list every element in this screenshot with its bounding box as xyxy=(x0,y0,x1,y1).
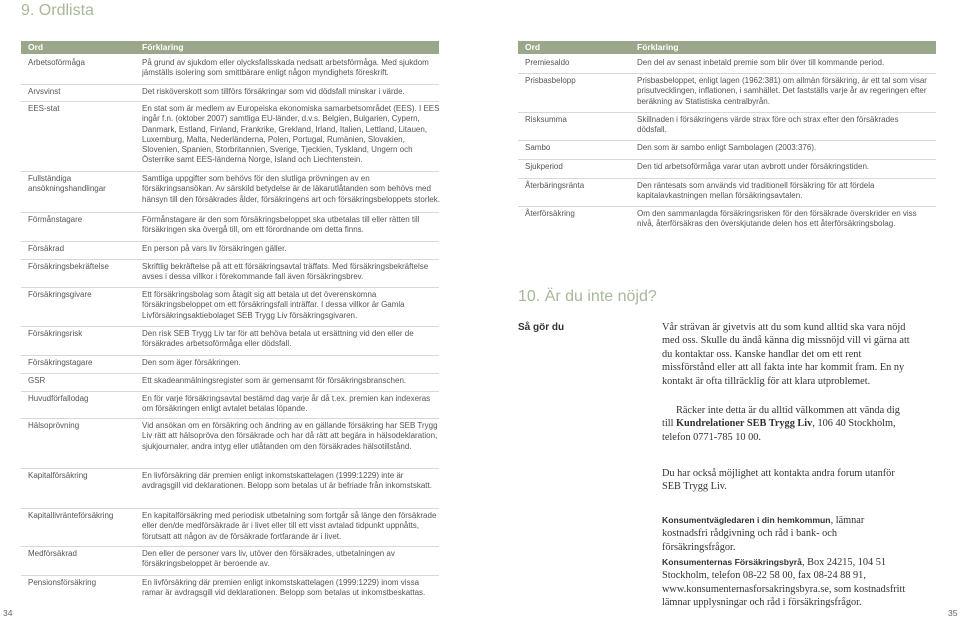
glossary-term: Sjukperiod xyxy=(525,162,563,171)
row-divider xyxy=(518,206,936,207)
row-divider xyxy=(21,171,439,172)
row-divider xyxy=(21,546,439,547)
glossary-term: Försäkringsbekräftelse xyxy=(28,262,109,271)
glossary-term: Risksumma xyxy=(525,115,567,124)
glossary-term: Prisbasbelopp xyxy=(525,76,576,85)
glossary-definition: Ett försäkringsbolag som åtagit sig att betala ut det överenskomna försäkringsbeloppet om ett försäkringsfall inträffar. I dessa villkor är Gamla Livförsäkringsaktiebolaget SEB Trygg Liv försäkringsgivaren. xyxy=(142,290,405,320)
contact-paragraph: Räcker inte detta är du alltid välkommen att vända dig till Kundrelationer SEB Trygg Liv, 106 40 Stockholm, telefon 0771-785 10 00. xyxy=(662,405,900,443)
glossary-term: GSR xyxy=(28,376,46,385)
glossary-term: Medförsäkrad xyxy=(28,549,77,558)
other-forum-paragraph: Du har också möjlighet att kontakta andra forum utanför SEB Trygg Liv. xyxy=(662,468,895,493)
glossary-definition: Den risk SEB Trygg Liv tar för att behöva betala ut ersättning vid den eller de försäkrades arbetsoförmåga eller dödsfall. xyxy=(142,329,414,349)
glossary-term: Pensionsförsäkring xyxy=(28,578,97,587)
glossary-definition: Om den sammanlagda försäkringsrisken för den försäkrade överskrider en viss nivå, återförsäkras den överskjutande delen hos ett återförsäkringsbolag. xyxy=(637,209,917,229)
glossary-definition: Den som är sambo enligt Sambolagen (2003:376). xyxy=(637,143,817,152)
row-divider xyxy=(21,101,439,102)
page-number-left: 34 xyxy=(3,608,13,618)
column-header-forklaring: Förklaring xyxy=(637,42,679,52)
row-divider xyxy=(21,355,439,356)
glossary-definition: Prisbasbeloppet, enligt lagen (1962:381) om allmän försäkring, är ett tal som visar prisutvecklingen, inflationen, i samhället. Det fastställs varje år av regeringen efter beräkning av Statistiska centralbyrån. xyxy=(637,76,927,106)
row-divider xyxy=(21,373,439,374)
glossary-term: Försäkringsgivare xyxy=(28,290,92,299)
glossary-definition: En kapitalförsäkring med periodisk utbetalning som fortgår så länge den försäkrade eller den/de medförsäkrade är i livet eller till ett visst avtalad tidpunkt uppnåtts, förutsatt att någon av de försäkrade fortfarande är i livet. xyxy=(142,511,437,541)
glossary-definition: Samtliga uppgifter som behövs för den slutliga prövningen av en försäkringsansökan. Av särskild betydelse är de läkarutlåtanden som behövs med hänsyn till den försäkrades ålder, försäkringens art och försäkringsbeloppets storlek. xyxy=(142,174,440,204)
glossary-definition: På grund av sjukdom eller olycksfallsskada nedsatt arbetsförmåga. Med sjukdom jämställs isolering som smittbärare enligt någon myndighets föreskrift. xyxy=(142,58,429,78)
glossary-definition: Förmånstagare är den som försäkringsbeloppet ska utbetalas till eller rätten till försäkringen ska övergå till, om ett förordnande om detta finns. xyxy=(142,215,420,235)
glossary-term: Arbetsoförmåga xyxy=(28,58,85,67)
page-number-right: 35 xyxy=(948,608,958,618)
row-divider xyxy=(21,287,439,288)
glossary-definition: Den räntesats som används vid traditionell försäkring för att fördela kapitalavkastningen mellan försäkringsavtalen. xyxy=(637,181,875,201)
glossary-definition: En person på vars liv försäkringen gäller. xyxy=(142,244,287,253)
row-divider xyxy=(518,112,936,113)
side-heading: Så gör du xyxy=(518,322,565,333)
row-divider xyxy=(21,241,439,242)
glossary-term: Försäkringsrisk xyxy=(28,329,83,338)
glossary-definition: Ett skadeanmälningsregister som är gemensamt för försäkringsbranschen. xyxy=(142,376,407,385)
glossary-definition: Den tid arbetsoförmåga varar utan avbrott under försäkringstiden. xyxy=(637,162,870,171)
glossary-header-right xyxy=(518,41,936,54)
row-divider xyxy=(21,212,439,213)
glossary-term: Arvsvinst xyxy=(28,87,61,96)
glossary-term: Försäkrad xyxy=(28,244,65,253)
column-header-forklaring: Förklaring xyxy=(142,42,184,52)
row-divider xyxy=(518,178,936,179)
glossary-definition: Den del av senast inbetald premie som blir över till kommande period. xyxy=(637,58,885,67)
glossary-definition: En stat som är medlem av Europeiska ekonomiska samarbetsområdet (EES). I EES ingår f.n. (oktober 2007) samtliga EU-länder, d.v.s. Belgien, Bulgarien, Cypern, Danmark, Estland, Finland, Frankrike, Grekland, Irland, Italien, Lettland, Litauen, Luxemburg, Malta, Nederländerna, Polen, Portugal, Rumänien, Slovakien, Slovenien, Spanien, Storbritannien, Sverige, Tjeckien, Tyskland, Ungern och Österrike samt EES-länderna Norge, Island och Liechtenstein. xyxy=(142,104,440,165)
glossary-term: Förmånstagare xyxy=(28,215,83,224)
row-divider xyxy=(518,159,936,160)
glossary-term: Försäkringstagare xyxy=(28,358,93,367)
row-divider xyxy=(518,140,936,141)
row-divider xyxy=(21,84,439,85)
glossary-definition: Det risköverskott som tillförs försäkringar som vid dödsfall minskar i värde. xyxy=(142,87,405,96)
row-divider xyxy=(21,259,439,260)
intro-paragraph: Vår strävan är givetvis att du som kund alltid ska vara nöjd med oss. Skulle du ändå känna dig missnöjd vill vi gärna att du kontaktar oss. Kanske handlar det om ett rent missförstånd eller att all fakta inte har kommit fram. En ny kontakt är ofta tillräcklig för att klara utproblemet. xyxy=(662,322,910,387)
section-title: 10. Är du inte nöjd? xyxy=(518,288,657,305)
glossary-term: Sambo xyxy=(525,143,551,152)
glossary-term: Huvudförfallodag xyxy=(28,394,89,403)
glossary-definition: Skriftlig bekräftelse på att ett försäkringsavtal träffats. Med försäkringsbekräftelse avses i dessa villkor i förekommande fall även försäkringsbrev. xyxy=(142,262,429,282)
page-title: 9. Ordlista xyxy=(21,2,94,19)
glossary-term: Kapitallivräntеförsäkring xyxy=(28,511,114,520)
glossary-term: Kapitalförsäkring xyxy=(28,471,88,480)
glossary-definition: En livförsäkring där premien enligt inkomstskattelagen (1999:1229) inom vissa ramar är avdragsgill vid deklarationen. Belopp som betalas ut inkomstbeskattas. xyxy=(142,578,426,598)
row-divider xyxy=(518,73,936,74)
glossary-term: Återförsäkring xyxy=(525,209,575,218)
column-header-ord: Ord xyxy=(28,42,44,52)
glossary-definition: En livförsäkring där premien enligt inkomstskattelagen (1999:1229) inte är avdragsgill vid deklarationen. Belopp som betalas ut är befriade från inkomstskatt. xyxy=(142,471,432,491)
row-divider xyxy=(21,575,439,576)
row-divider xyxy=(21,391,439,392)
konsumenternas-forsakringsbyra-paragraph: Konsumenternas Försäkringsbyrå, Box 24215, 104 51 Stockholm, telefon 08-22 58 00, fax 08-24 88 91, www.konsumenternasforsakringsbyra.se, som kostnadsfritt lämnar upplysningar och råd i försäkringsfrågor. xyxy=(662,557,906,609)
column-header-ord: Ord xyxy=(525,42,541,52)
glossary-header-left xyxy=(21,41,439,54)
glossary-definition: Skillnaden i försäkringens värde strax före och strax efter den försäkrades dödsfall. xyxy=(637,115,899,135)
glossary-term: Fullständiga ansökningshandlingar xyxy=(28,174,106,194)
row-divider xyxy=(21,326,439,327)
glossary-definition: En för varje försäkringsavtal bestämd dag varje år då t.ex. premien kan indexeras om försäkringen enligt avtalet betalas löpande. xyxy=(142,394,431,414)
konsumentvagledaren-paragraph: Konsumentvägledaren i din hemkommun, lämnar kostnadsfri rådgivning och råd i bank- och försäkringsfrågor. xyxy=(662,515,865,553)
row-divider xyxy=(21,418,439,419)
glossary-definition: Den eller de personer vars liv, utöver den försäkrades, utbetalningen av försäkringsbeloppet är beroende av. xyxy=(142,549,395,569)
glossary-term: Premiesaldo xyxy=(525,58,570,67)
glossary-definition: Den som äger försäkringen. xyxy=(142,358,241,367)
glossary-definition: Vid ansökan om en försäkring och ändring av en gällande försäkring har SEB Trygg Liv rätt att hälsopröva den försäkrade och har då rätt att begära in hälsodeklaration, sjukjournaler, andra intyg eller utlåtanden om den försäkrades hälsotillstånd. xyxy=(142,421,438,451)
row-divider xyxy=(21,508,439,509)
glossary-term: EES-stat xyxy=(28,104,60,113)
row-divider xyxy=(21,468,439,469)
glossary-term: Återbäringsränta xyxy=(525,181,585,190)
glossary-term: Hälsoprövning xyxy=(28,421,80,430)
